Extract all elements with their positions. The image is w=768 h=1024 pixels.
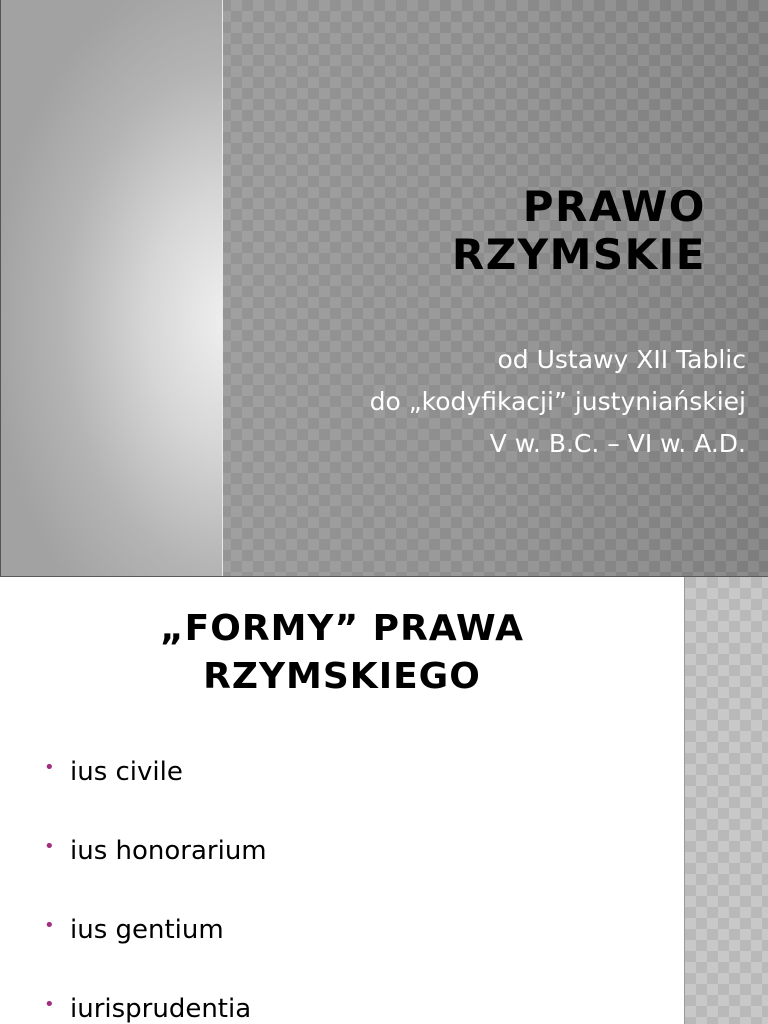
list-item-label: ius gentium (70, 915, 224, 945)
heading-line: „FORMY” PRAWA (160, 608, 524, 649)
slide-subtitle (226, 339, 746, 465)
list-item (40, 749, 267, 828)
slide-heading (0, 605, 684, 701)
title-line: RZYMSKIE (451, 230, 706, 279)
list-item (40, 828, 267, 907)
bullet-dot-icon: • (44, 757, 55, 778)
slide-side-panel (0, 0, 223, 576)
subtitle-line: do „kodyfikacji” justyniańskiej (369, 387, 746, 416)
list-item-label: ius honorarium (70, 836, 267, 866)
bullet-dot-icon: • (44, 994, 55, 1015)
list-item-label: iurisprudentia (70, 994, 252, 1024)
bullet-dot-icon: • (44, 915, 55, 936)
slide-title-heading (246, 183, 706, 279)
title-line: PRAWO (522, 182, 706, 231)
list-item-label: ius civile (70, 757, 183, 787)
list-item (40, 907, 267, 986)
slide-forms (0, 577, 768, 1024)
subtitle-line: V w. B.C. – VI w. A.D. (489, 429, 746, 458)
list-item (40, 986, 267, 1024)
bullet-dot-icon: • (44, 836, 55, 857)
heading-line: RZYMSKIEGO (203, 656, 481, 697)
subtitle-line: od Ustawy XII Tablic (497, 345, 746, 374)
bullet-list (40, 749, 267, 1024)
slide-pattern-strip (684, 577, 768, 1024)
